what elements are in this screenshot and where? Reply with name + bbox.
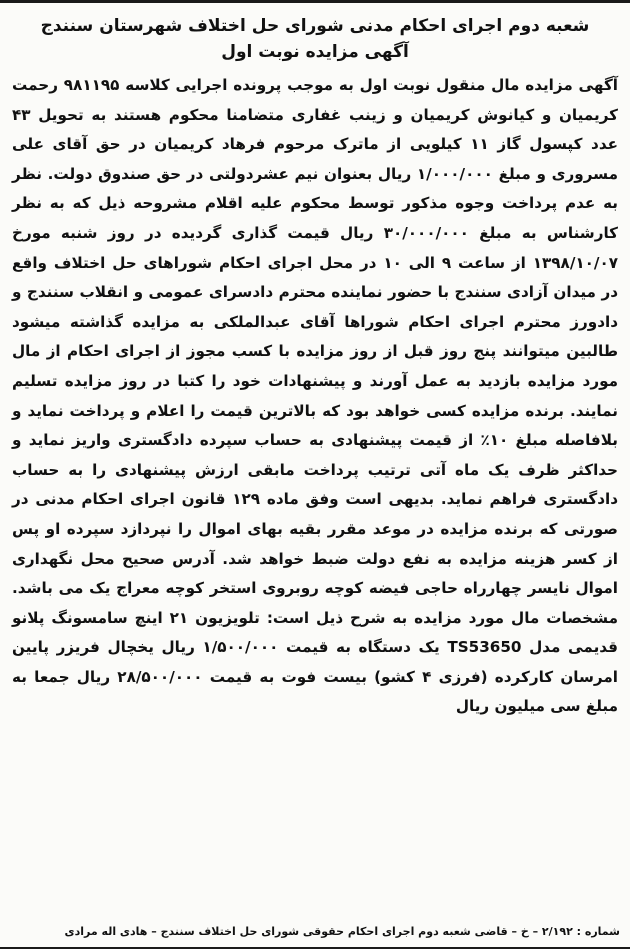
notice-body: آگهی مزایده مال منقول نوبت اول به موجب پرونده اجرایی کلاسه ۹۸۱۱۹۵ رحمت کریمیان و کیانوش کریمیان و زینب غفاری متضامنا محکوم هستند به تحویل ۴۳ عدد کپسول گاز ۱۱ کیلویی از ماترک مرحوم فرهاد کریمیان در حق آقای علی مسروری و مبلغ ۱/۰۰۰/۰۰۰ ریال بعنوان نیم عشردولتی در حق صندوق دولت. نظر به عدم پرداخت وجوه مذکور توسط محکوم علیه اقلام مشروحه ذیل که به نظر کارشناس به مبلغ ۳۰/۰۰۰/۰۰۰ ریال قیمت گذاری گردیده در روز شنبه مورخ ۱۳۹۸/۱۰/۰۷ از ساعت ۹ الی ۱۰ در محل اجرای احکام شوراهای حل اختلاف واقع در میدان آزادی سنندج با حضور نماینده محترم دادسرای عمومی و انقلاب سنندج و دادورز محترم اجرای احکام شوراها آقای عبدالملکی به مزایده گذاشته میشود طالبین میتوانند پنج روز قبل از روز مزایده با کسب مجوز از اجرای احکام از مال مورد مزایده بازدید به عمل آورند و پیشنهادات خود را کتبا در روز مزایده تسلیم نمایند. برنده مزایده کسی خواهد بود که بالاترین قیمت را اعلام و پرداخت نماید و بلافاصله مبلغ ۱۰٪ از قیمت پیشنهادی به حساب سپرده دادگستری واریز نماید و حداکثر ظرف یک ماه آتی ترتیب پرداخت مابقی ارزش پیشنهادی را به حساب دادگستری فراهم نماید. بدیهی است وفق ماده ۱۲۹ قانون اجرای احکام مدنی در صورتی که برنده مزایده در موعد مقرر بقیه بهای اموال را نپردازد سپرده او پس از کسر هزینه مزایده به نفع دولت ضبط خواهد شد. آدرس صحیح محل نگهداری اموال نایسر چهارراه حاجی فیضه کوچه روبروی استخر کوچه معراج یک می باشد. مشخصات مال مورد مزایده به شرح ذیل است: تلویزیون ۲۱ اینچ سامسونگ پلانو قدیمی مدل TS53650 یک دستگاه به قیمت ۱/۵۰۰/۰۰۰ ریال یخچال فریزر پایین امرسان کارکرده (فرزی ۴ کشو) بیست فوت به قیمت ۲۸/۵۰۰/۰۰۰ ریال جمعا به مبلغ سی میلیون ریال — [12, 76, 618, 716]
notice-subtitle: آگهی مزایده نوبت اول — [221, 42, 409, 62]
notice-footer: شماره : ۲/۱۹۲ – خ – قاضی شعبه دوم اجرای احکام حقوقی شورای حل اختلاف سنندج – هادی اله مرادی — [64, 925, 620, 938]
notice-title: شعبه دوم اجرای احکام مدنی شورای حل اختلاف شهرستان سنندج — [40, 16, 590, 36]
